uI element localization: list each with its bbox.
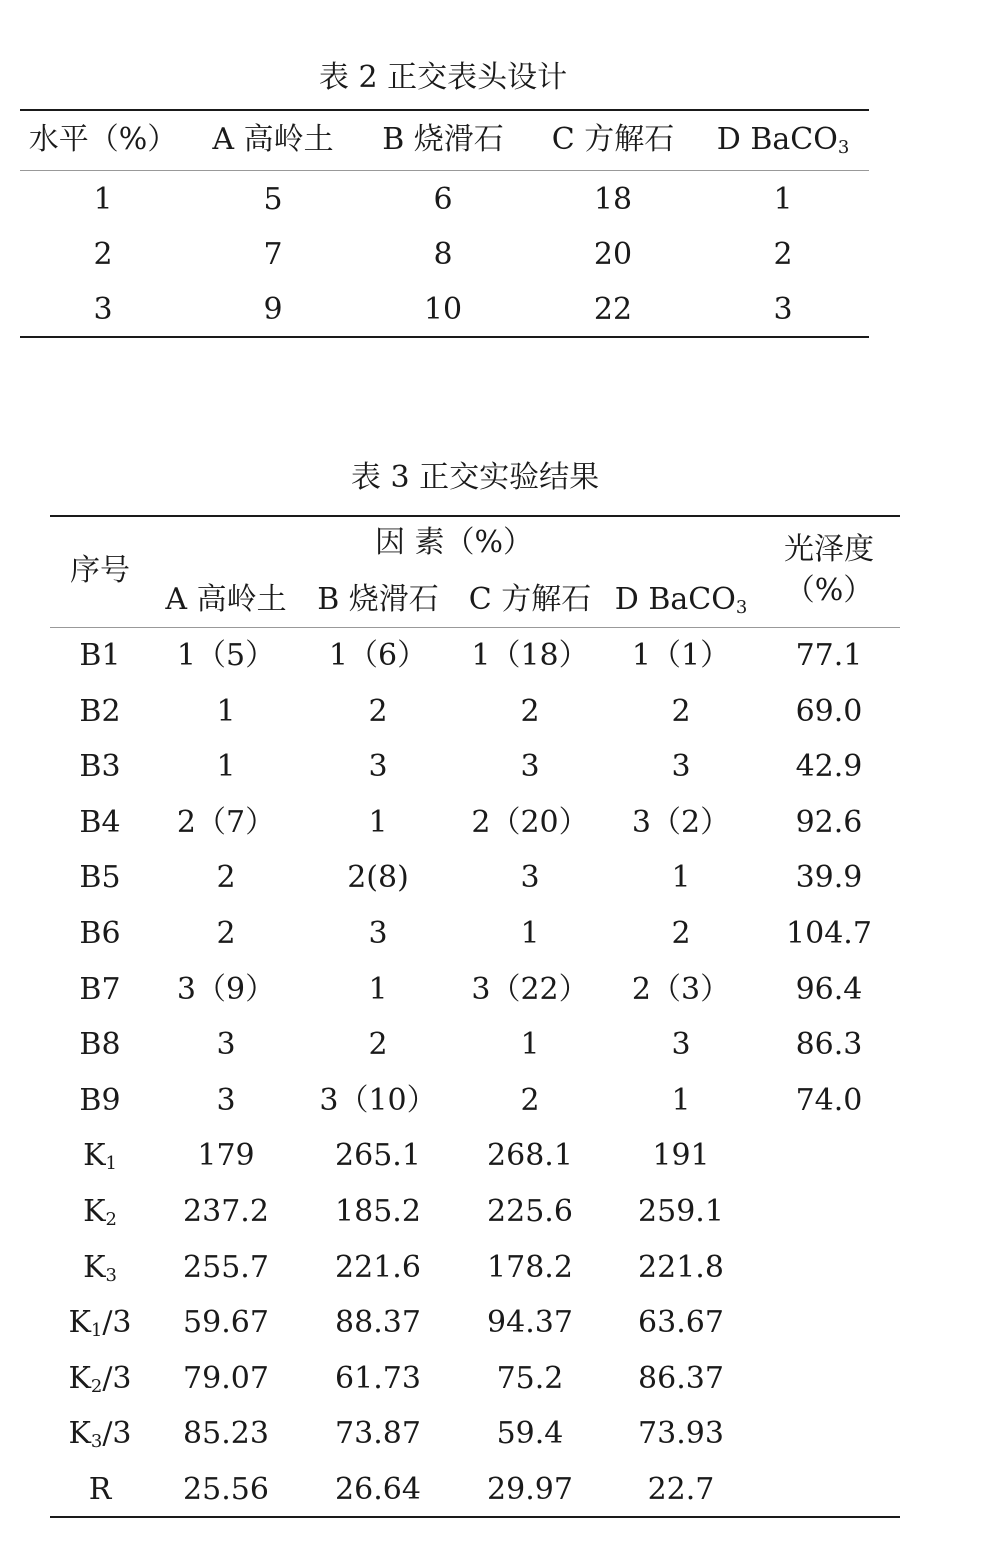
table3-cell: 259.1: [638, 1194, 724, 1229]
table3-row-label-text: B6: [79, 916, 121, 951]
table3-cell: 94.37: [487, 1305, 573, 1340]
table3-cell: 29.97: [487, 1472, 573, 1507]
table3-cell: 185.2: [335, 1194, 421, 1229]
table3-cell: 2（3）: [631, 972, 731, 1007]
table3-top-rule: [50, 515, 900, 517]
table3-cell: 3: [671, 1027, 691, 1062]
table3-cell: 61.73: [335, 1361, 421, 1396]
table3-row-label: [50, 1027, 150, 1063]
table3-factor-header: [606, 582, 756, 618]
table3-row-label: [50, 749, 150, 785]
table3-row-label-tail: /3: [102, 1361, 132, 1396]
table3-row-label-subscript: 3: [90, 1431, 103, 1452]
table3-cell: 178.2: [487, 1250, 573, 1285]
table2-top-rule: [20, 109, 869, 111]
table3-factor-header: [151, 582, 301, 618]
table3-row-label: [50, 638, 150, 674]
table2-header-divider: [20, 170, 869, 171]
table2-header-cell-text: D BaCO: [716, 122, 838, 157]
table2-header-cell-subscript: 3: [837, 137, 850, 158]
table3-cell: 1（5）: [176, 638, 276, 673]
table2-cell: 7: [263, 237, 283, 272]
table3-row-label: [50, 1472, 150, 1508]
table2-cell: 9: [263, 292, 283, 327]
table3-cell: 88.37: [335, 1305, 421, 1340]
table3-row-label: [50, 1250, 150, 1286]
table3-cell: 1: [368, 805, 388, 840]
table3-cell: 74.0: [795, 1083, 863, 1118]
table2-cell: 18: [593, 182, 633, 217]
table3-cell: 1: [368, 972, 388, 1007]
table3-header-seq: 序号: [70, 553, 130, 588]
table3-cell: 2(8): [347, 860, 409, 895]
table3-factor-header: [303, 582, 453, 618]
table3-row-label-text: K: [68, 1361, 91, 1396]
table2-header-cell: [528, 122, 698, 158]
table3-header-divider: [50, 627, 900, 628]
table3-row-label-text: B2: [79, 694, 121, 729]
table3-cell: [754, 1138, 904, 1174]
table3-cell: 85.23: [183, 1416, 269, 1451]
table2-header-cell-text: 水平（%）: [28, 122, 178, 157]
table2-header-cell: [358, 122, 528, 158]
table3-cell: 39.9: [795, 860, 863, 895]
table3-header-gloss-line1: 光泽度: [784, 532, 874, 567]
table3-cell: 268.1: [487, 1138, 573, 1173]
table3-cell: 3: [520, 749, 540, 784]
table3-factor-header-subscript: 3: [735, 597, 748, 618]
table3-cell: 26.64: [335, 1472, 421, 1507]
table3-cell: 1: [216, 749, 236, 784]
table3-cell: [754, 1250, 904, 1286]
table3-cell: 3: [216, 1083, 236, 1118]
table3-cell: 86.3: [795, 1027, 863, 1062]
table3-cell: 42.9: [795, 749, 863, 784]
table3-cell: [754, 1194, 904, 1230]
table3-cell: 3（2）: [631, 805, 731, 840]
table3-row-label: [50, 1305, 150, 1341]
table3-cell: 69.0: [795, 694, 863, 729]
table2-cell: 2: [93, 237, 113, 272]
table3-cell: 2: [520, 1083, 540, 1118]
table3-row-label: [50, 1194, 150, 1230]
table3-cell: 2: [671, 694, 691, 729]
table3-cell: 73.87: [335, 1416, 421, 1451]
table3-cell: [754, 1305, 904, 1341]
table3-cell: 2: [368, 694, 388, 729]
table3-cell: 1: [671, 860, 691, 895]
table3-factor-header-text: C 方解石: [468, 582, 592, 617]
table3-cell: 63.67: [638, 1305, 724, 1340]
table3-row-label-text: B7: [79, 972, 121, 1007]
table3-row-label-text: K: [68, 1416, 91, 1451]
table3-bottom-rule: [50, 1516, 900, 1518]
table3-row-label: [50, 1361, 150, 1397]
table3-cell: 77.1: [795, 638, 863, 673]
table3-cell: [754, 1472, 904, 1508]
table3-cell: 73.93: [638, 1416, 724, 1451]
table3-factor-header-text: A 高岭土: [165, 582, 287, 617]
table3-cell: 2: [671, 916, 691, 951]
table3-cell: 2: [520, 694, 540, 729]
table2-caption: 表 2 正交表头设计: [318, 60, 568, 95]
table3-row-label-subscript: 1: [105, 1153, 117, 1174]
table3-cell: 1: [216, 694, 236, 729]
table3-cell: 79.07: [183, 1361, 269, 1396]
table3-cell: 3: [368, 916, 388, 951]
table3-cell: 86.37: [638, 1361, 724, 1396]
table2-header-cell-text: A 高岭土: [212, 122, 334, 157]
table3-cell: 265.1: [335, 1138, 421, 1173]
table2-cell: 22: [593, 292, 633, 327]
table3-cell: 3: [671, 749, 691, 784]
table3-cell: 1（1）: [631, 638, 731, 673]
table3-cell: 3（22）: [471, 972, 589, 1007]
table2-cell: 1: [773, 182, 793, 217]
table3-cell: 1: [520, 1027, 540, 1062]
table3-row-label-text: B5: [79, 860, 121, 895]
table3-row-label-subscript: 1: [90, 1320, 103, 1341]
table3-cell: 255.7: [183, 1250, 269, 1285]
table3-cell: 1（6）: [328, 638, 428, 673]
table3-cell: 25.56: [183, 1472, 269, 1507]
table3-row-label-subscript: 3: [105, 1265, 117, 1286]
table3-row-label: [50, 860, 150, 896]
table3-cell: [754, 1416, 904, 1452]
table2-header-cell: [18, 122, 188, 158]
table3-cell: 92.6: [795, 805, 863, 840]
table2-header-cell-text: B 烧滑石: [382, 122, 504, 157]
table3-cell: 2（20）: [471, 805, 589, 840]
table3-cell: 22.7: [647, 1472, 715, 1507]
table3-factor-header-text: B 烧滑石: [317, 582, 439, 617]
table3-factor-header-text: D BaCO: [614, 582, 736, 617]
table3-row-label-text: B4: [79, 805, 121, 840]
table3-row-label: [50, 1083, 150, 1119]
table3-cell: 2: [216, 860, 236, 895]
table2-cell: 3: [93, 292, 113, 327]
table3-row-label: [50, 1416, 150, 1452]
table3-cell: 59.67: [183, 1305, 269, 1340]
table3-row-label-text: B9: [79, 1083, 121, 1118]
table2-cell: 5: [263, 182, 283, 217]
table3-cell: 75.2: [496, 1361, 564, 1396]
table2-cell: 3: [773, 292, 793, 327]
table3-factor-header: [455, 582, 605, 618]
table3-cell: 3: [368, 749, 388, 784]
table3-header-factor: 因 素（%）: [374, 525, 534, 560]
table3-row-label-text: K: [83, 1194, 106, 1229]
table2-cell: 8: [433, 237, 453, 272]
table3-cell: 179: [197, 1138, 255, 1173]
table3-cell: 2: [368, 1027, 388, 1062]
table3-row-label: [50, 916, 150, 952]
table3-cell: 191: [652, 1138, 710, 1173]
table3-cell: [754, 1361, 904, 1397]
table3-row-label-text: B3: [79, 749, 121, 784]
table3-cell: 221.8: [638, 1250, 724, 1285]
table3-row-label: [50, 1138, 150, 1174]
table3-cell: 59.4: [496, 1416, 564, 1451]
table2-cell: 1: [93, 182, 113, 217]
table3-row-label: [50, 805, 150, 841]
table3-row-label: [50, 694, 150, 730]
table3-cell: 96.4: [795, 972, 863, 1007]
table3-cell: 1: [520, 916, 540, 951]
table3-row-label-text: K: [83, 1250, 106, 1285]
table3-cell: 3: [520, 860, 540, 895]
table3-cell: 221.6: [335, 1250, 421, 1285]
table3-row-label: [50, 972, 150, 1008]
table3-cell: 3（10）: [319, 1083, 437, 1118]
table3-row-label-subscript: 2: [105, 1209, 117, 1230]
table3-header-gloss-line2: （%）: [784, 573, 874, 608]
table2-header-cell: [698, 122, 868, 158]
table2-bottom-rule: [20, 336, 869, 338]
table3-cell: 2: [216, 916, 236, 951]
table3-row-label-text: R: [88, 1472, 112, 1507]
table2-cell: 2: [773, 237, 793, 272]
table2-cell: 10: [423, 292, 463, 327]
table3-cell: 225.6: [487, 1194, 573, 1229]
table3-row-label-text: K: [68, 1305, 91, 1340]
table3-cell: 237.2: [183, 1194, 269, 1229]
table3-cell: 1（18）: [471, 638, 589, 673]
table2-header-cell: [188, 122, 358, 158]
table3-row-label-text: B1: [79, 638, 121, 673]
table3-row-label-text: K: [83, 1138, 106, 1173]
table2-header-cell-text: C 方解石: [551, 122, 675, 157]
table2-cell: 6: [433, 182, 453, 217]
table3-cell: 3（9）: [176, 972, 276, 1007]
table3-cell: 3: [216, 1027, 236, 1062]
table3-cell: 1: [671, 1083, 691, 1118]
table3-cell: 2（7）: [176, 805, 276, 840]
table3-row-label-subscript: 2: [90, 1376, 103, 1397]
table2-cell: 20: [593, 237, 633, 272]
table3-cell: 104.7: [786, 916, 872, 951]
table3-row-label-tail: /3: [102, 1305, 132, 1340]
table3-caption: 表 3 正交实验结果: [350, 460, 600, 495]
table3-row-label-tail: /3: [102, 1416, 132, 1451]
table3-row-label-text: B8: [79, 1027, 121, 1062]
